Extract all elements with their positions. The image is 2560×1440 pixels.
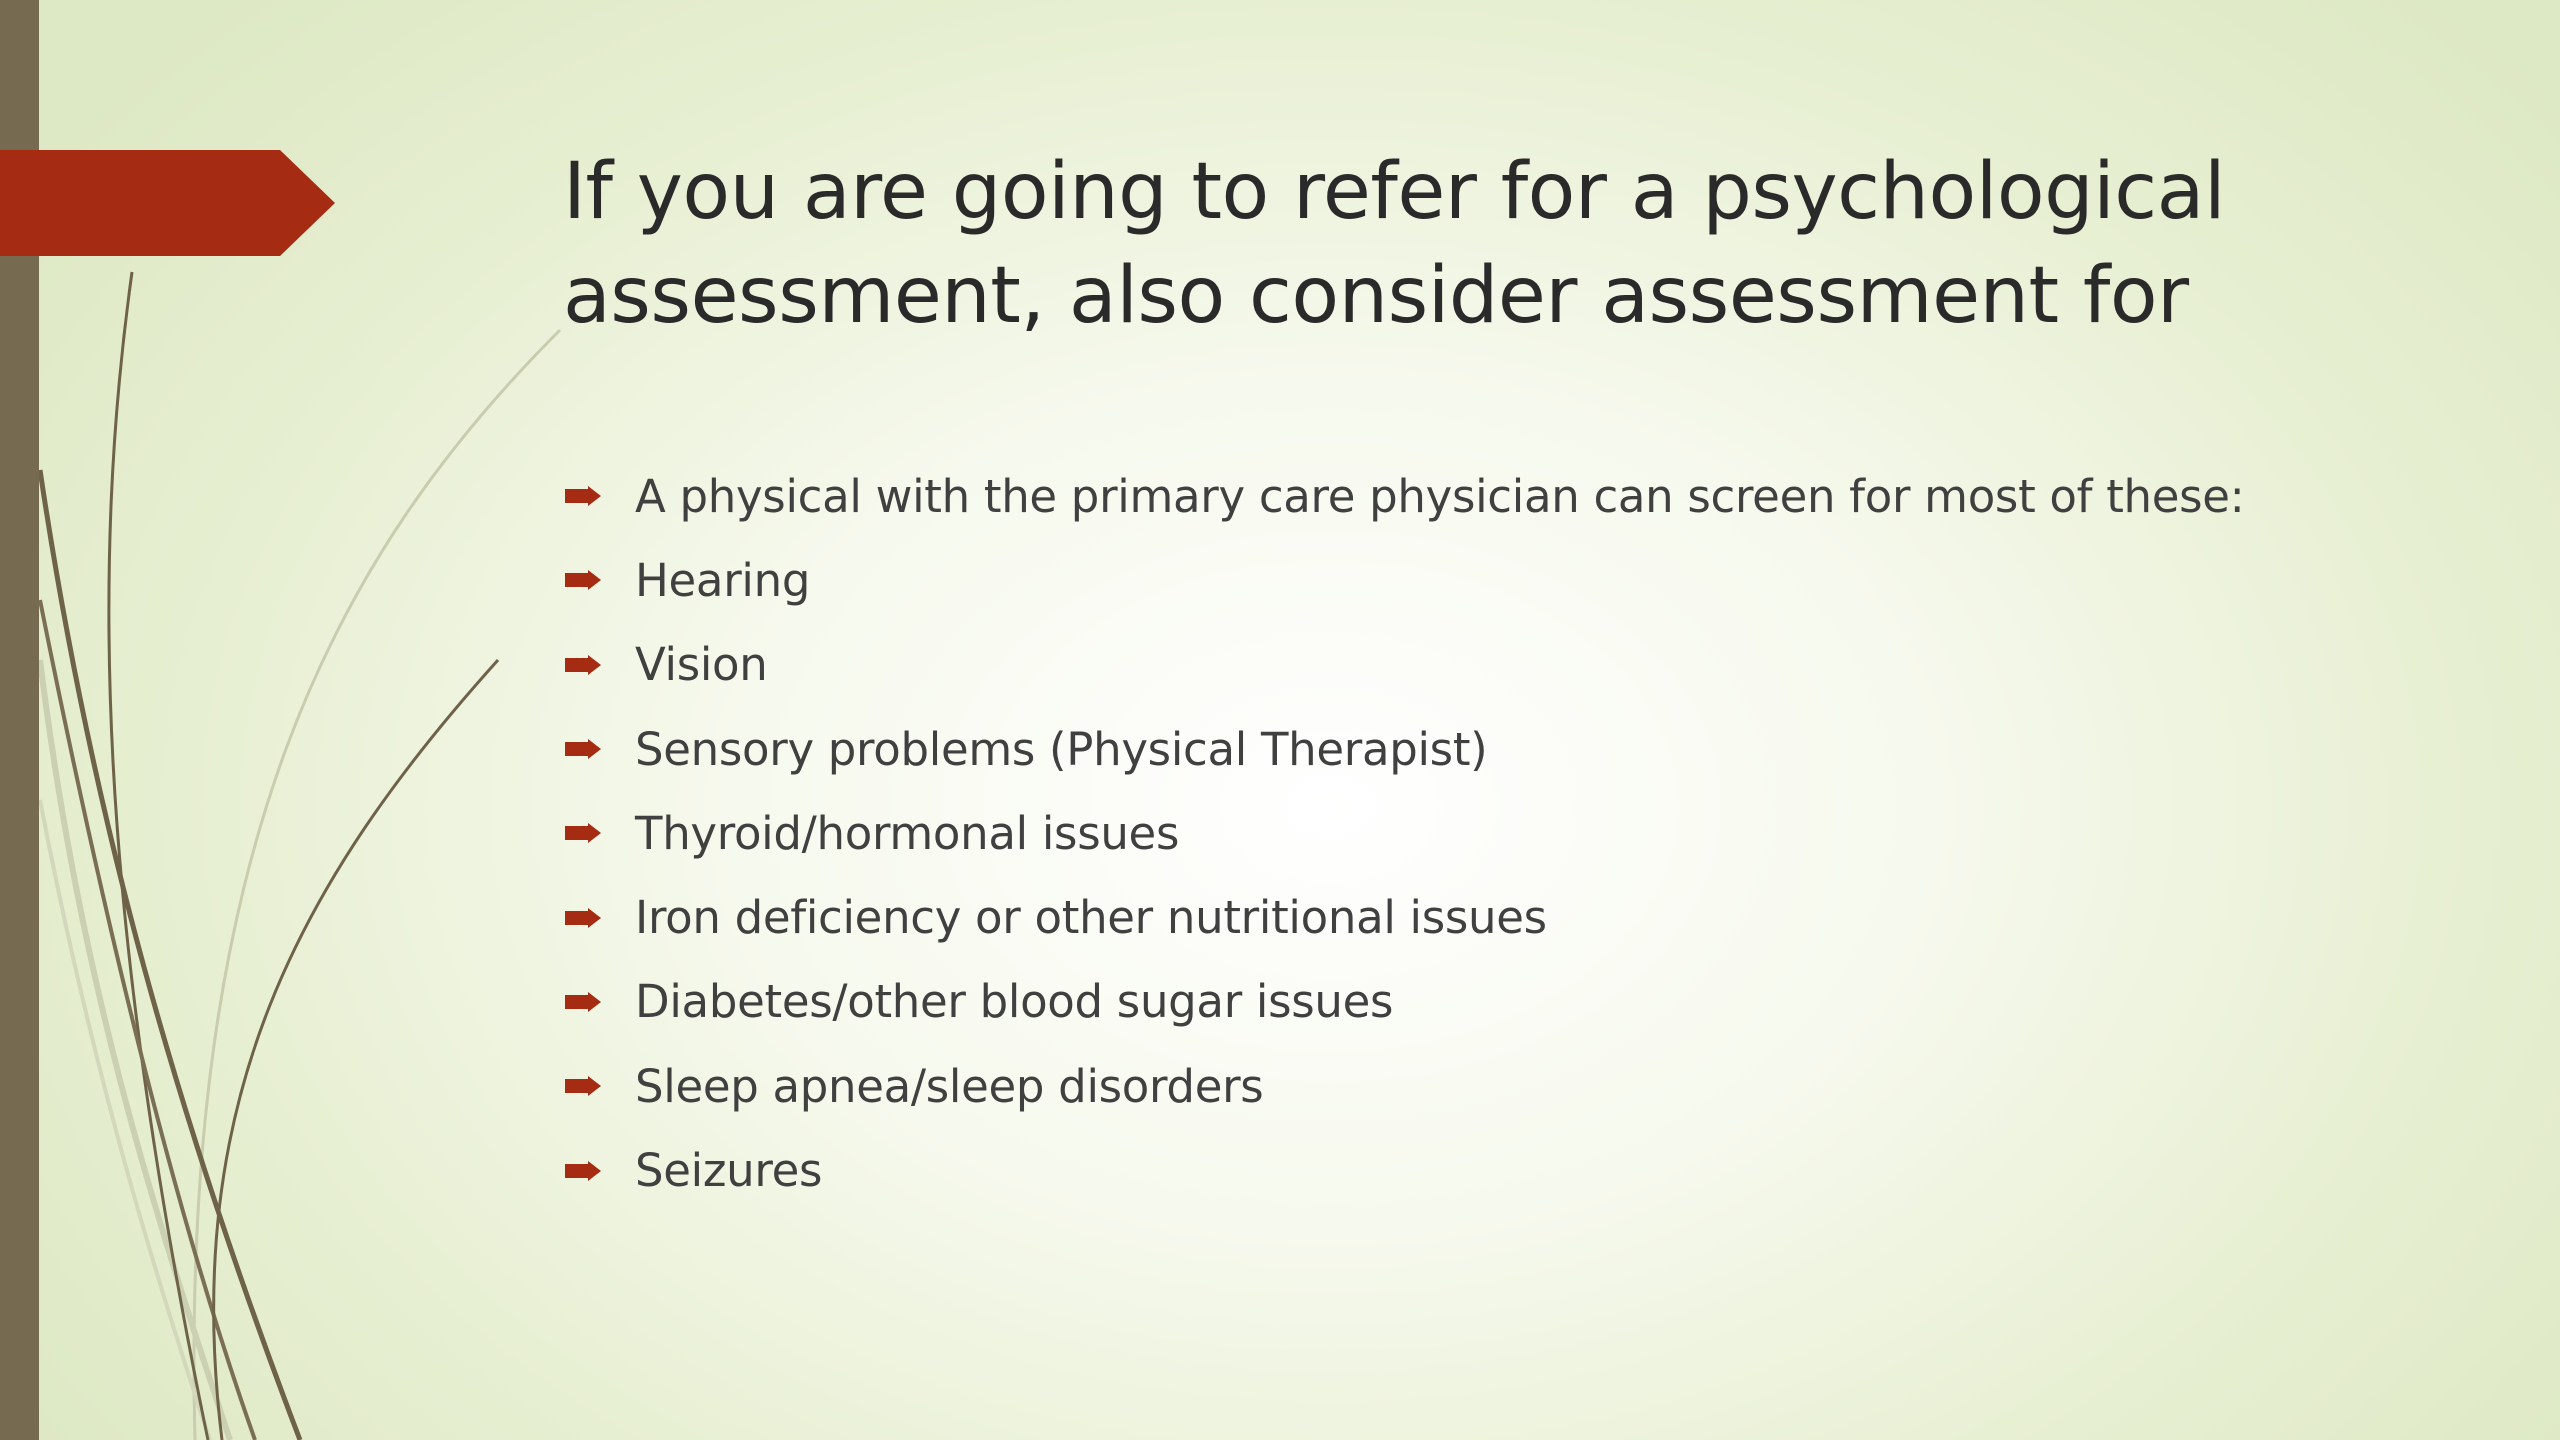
list-item [563,875,2463,959]
arrow-bullet-icon [565,486,601,506]
list-item [563,960,2463,1044]
slide-title: If you are going to refer for a psychological assessment, also consider assessment for [563,147,2226,341]
list-item [563,623,2463,707]
bullet-text: Thyroid/hormonal issues [635,806,1180,860]
list-item [563,538,2463,622]
arrow-bullet-icon [565,1161,601,1181]
list-item [563,791,2463,875]
list-item [563,707,2463,791]
arrow-bullet-icon [565,570,601,590]
list-item [563,1044,2463,1128]
bullet-text: Diabetes/other blood sugar issues [635,975,1394,1029]
arrow-bullet-icon [565,823,601,843]
arrow-bullet-icon [565,739,601,759]
arrow-bullet-icon [565,655,601,675]
list-item [563,454,2463,538]
bullet-list [563,454,2463,1213]
bullet-text: Hearing [635,553,811,607]
arrow-bullet-icon [565,992,601,1012]
bullet-text: A physical with the primary care physician can screen for most of these: [635,469,2245,523]
arrow-bullet-icon [565,1076,601,1096]
ribbon-arrow-shape [0,150,335,256]
bullet-text: Seizures [635,1144,823,1198]
bullet-text: Sensory problems (Physical Therapist) [635,722,1488,776]
list-item [563,1128,2463,1212]
bullet-text: Iron deficiency or other nutritional issues [635,891,1547,945]
bullet-text: Sleep apnea/sleep disorders [635,1059,1264,1113]
bullet-text: Vision [635,638,768,692]
arrow-bullet-icon [565,908,601,928]
